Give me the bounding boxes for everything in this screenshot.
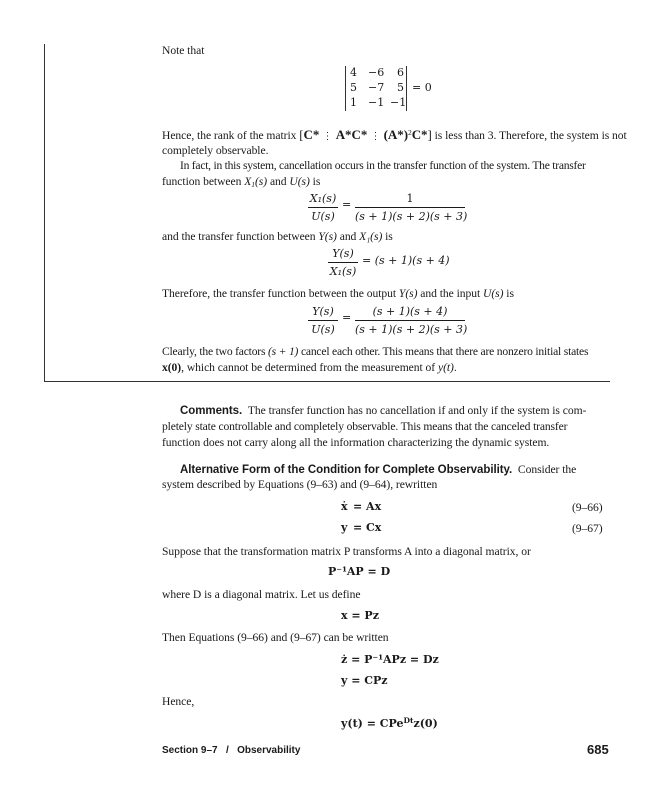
footer-section bbox=[162, 745, 300, 756]
eq3-rhs-num: (s + 1)(s + 4) bbox=[372, 305, 448, 318]
eq967-lhs: y bbox=[341, 521, 348, 534]
clearly-end: . bbox=[453, 361, 457, 374]
matrix-c3b: C* bbox=[411, 127, 428, 142]
therefore-y: Y(s) bbox=[398, 287, 418, 300]
eq967-tag: (9–67) bbox=[572, 522, 603, 535]
cancel-line-2 bbox=[162, 174, 320, 190]
clearly-a: Clearly, the two factors bbox=[162, 345, 266, 358]
comments-heading: Comments. bbox=[180, 405, 243, 417]
comments-line-3: function does not carry along all the information characterizing the dynamic system. bbox=[162, 436, 550, 449]
cancel-x1-arg: (s) bbox=[254, 175, 268, 188]
observability-matrix: [C* ⋮ A*C* ⋮ $(A*)^2C*$] bbox=[299, 127, 432, 142]
clearly-line-1 bbox=[162, 344, 588, 360]
hence-label: Hence, bbox=[162, 695, 195, 708]
cancel-line-1: In fact, in this system, cancellation occurs in the transfer function of the system. The transfer bbox=[180, 159, 586, 172]
eq3-lhs-den: U(s) bbox=[311, 323, 335, 336]
det-right-bar bbox=[406, 66, 407, 111]
det-cell: −6 bbox=[368, 66, 385, 79]
therefore-u: U(s) bbox=[483, 287, 504, 300]
alt-form-heading: Alternative Form of the Condition for Complete Observability. bbox=[180, 464, 513, 476]
matrix-c2: A*C* bbox=[335, 127, 368, 142]
eq966-tag: (9–66) bbox=[572, 501, 603, 514]
between-y: Y(s) bbox=[318, 230, 337, 243]
eq1-lhs-fraction bbox=[308, 191, 338, 224]
cancel-and: and bbox=[269, 175, 287, 188]
eq1-rhs-num: 1 bbox=[406, 192, 414, 205]
det-cell: 5 bbox=[397, 81, 404, 94]
eq-y-cpz: y = CPz bbox=[341, 674, 388, 687]
eq-yt bbox=[341, 717, 438, 730]
eq2-rhs: = (s + 1)(s + 4) bbox=[362, 254, 450, 267]
eq-zdot: ż = P⁻¹APz = Dz bbox=[341, 653, 439, 666]
eq-diag: P⁻¹AP = D bbox=[328, 565, 391, 578]
eq1-lhs-den: U(s) bbox=[311, 210, 335, 223]
hence-post: is less than 3. Therefore, the system is not bbox=[434, 129, 627, 142]
therefore-a: Therefore, the transfer function between the output bbox=[162, 287, 397, 300]
eq3-lhs-num: Y(s) bbox=[312, 305, 334, 318]
alt-form-line1-tail: Consider the bbox=[517, 463, 577, 476]
between-x: X₁(s) bbox=[359, 230, 383, 243]
page-number: 685 bbox=[587, 742, 609, 757]
example-left-rule bbox=[44, 44, 45, 381]
footer-slash: / bbox=[225, 745, 229, 756]
clearly-y: y(t) bbox=[437, 361, 454, 374]
eq1-lhs-num: X₁(s) bbox=[309, 192, 337, 205]
therefore-mid: and the input bbox=[420, 287, 481, 300]
footer-section-title: Observability bbox=[237, 745, 301, 756]
eq966-lhs: ẋ bbox=[341, 500, 348, 513]
eq3-lhs-fraction bbox=[308, 304, 338, 337]
clearly-factor: (s + 1) bbox=[267, 345, 299, 358]
where-line: where D is a diagonal matrix. Let us define bbox=[162, 588, 361, 601]
eq3-rhs-bar bbox=[355, 320, 465, 321]
clearly-line-2 bbox=[162, 360, 457, 376]
cancel-line-2-a: function between bbox=[162, 175, 242, 188]
det-cell: 5 bbox=[350, 81, 357, 94]
cancel-x1-sub: 1 bbox=[251, 180, 255, 189]
det-cell: 4 bbox=[350, 66, 357, 79]
therefore-is: is bbox=[506, 287, 514, 300]
clearly-b: cancel each other. This means that there are nonzero initial states bbox=[300, 345, 589, 358]
note-that-text: Note that bbox=[162, 44, 205, 57]
clearly-b2: , which cannot be determined from the measurement of bbox=[181, 361, 436, 374]
then-line: Then Equations (9–66) and (9–67) can be written bbox=[162, 631, 389, 644]
hence-line-2: completely observable. bbox=[162, 144, 269, 157]
between-a: and the transfer function between bbox=[162, 230, 316, 243]
cancel-u: U(s) bbox=[289, 175, 310, 188]
clearly-x0: x(0) bbox=[162, 361, 182, 374]
matrix-c1: C* bbox=[303, 127, 320, 142]
eq966-rhs: = Ax bbox=[353, 500, 382, 513]
suppose-line: Suppose that the transformation matrix P transforms A into a diagonal matrix, or bbox=[162, 545, 531, 558]
eq967-rhs: = Cx bbox=[353, 521, 382, 534]
eq3-rhs-fraction bbox=[355, 304, 468, 337]
eq2-lhs-fraction bbox=[328, 246, 358, 279]
matrix-sep: ⋮ bbox=[370, 131, 381, 142]
example-bottom-rule bbox=[44, 381, 610, 382]
between-is: is bbox=[385, 230, 393, 243]
det-cell: 6 bbox=[397, 66, 404, 79]
eq1-equals: = bbox=[342, 198, 352, 211]
eq-x-pz: x = Pz bbox=[341, 609, 379, 622]
det-cell: −1 bbox=[368, 96, 385, 109]
eq1-lhs-bar bbox=[308, 207, 338, 208]
footer-section-number: Section 9–7 bbox=[162, 745, 218, 756]
eq2-den: X₁(s) bbox=[329, 265, 357, 278]
eq2-num: Y(s) bbox=[332, 247, 354, 260]
cancel-x1-x: X bbox=[244, 175, 252, 188]
det-cell: −7 bbox=[368, 81, 385, 94]
eq1-rhs-fraction bbox=[355, 191, 468, 224]
between-line bbox=[162, 229, 393, 245]
cancel-is: is bbox=[312, 175, 321, 188]
eq1-rhs-den: (s + 1)(s + 2)(s + 3) bbox=[355, 210, 468, 223]
comments-line-1 bbox=[180, 403, 586, 419]
eq1-rhs-bar bbox=[355, 207, 465, 208]
eq2-bar bbox=[328, 262, 358, 263]
between-and: and bbox=[339, 230, 357, 243]
eq3-rhs-den: (s + 1)(s + 2)(s + 3) bbox=[355, 323, 468, 336]
comments-line1-text: The transfer function has no cancellation if and only if the system is com- bbox=[247, 404, 587, 417]
alt-form-line-2: system described by Equations (9–63) and (9–64), rewritten bbox=[162, 478, 438, 491]
det-cell: 1 bbox=[350, 96, 357, 109]
hence-pre: Hence, the rank of the matrix bbox=[162, 129, 297, 142]
eq3-lhs-bar bbox=[308, 320, 338, 321]
eq3-equals: = bbox=[342, 311, 352, 324]
comments-line-2: pletely state controllable and completely observable. This means that the canceled transfer bbox=[162, 420, 568, 433]
matrix-c3-exp: 2 bbox=[408, 128, 412, 137]
therefore-line bbox=[162, 286, 514, 302]
eq-yt-exp: Dt bbox=[403, 716, 414, 725]
det-equals: = 0 bbox=[412, 81, 432, 94]
matrix-c3a: (A*) bbox=[383, 127, 408, 142]
det-cell: −1 bbox=[390, 96, 407, 109]
matrix-sep: ⋮ bbox=[322, 131, 333, 142]
eq-yt-a: y(t) = CPe bbox=[341, 717, 404, 730]
eq-yt-b: z(0) bbox=[413, 717, 438, 730]
cancel-x1 bbox=[244, 175, 267, 188]
alt-form-line-1 bbox=[180, 462, 576, 478]
